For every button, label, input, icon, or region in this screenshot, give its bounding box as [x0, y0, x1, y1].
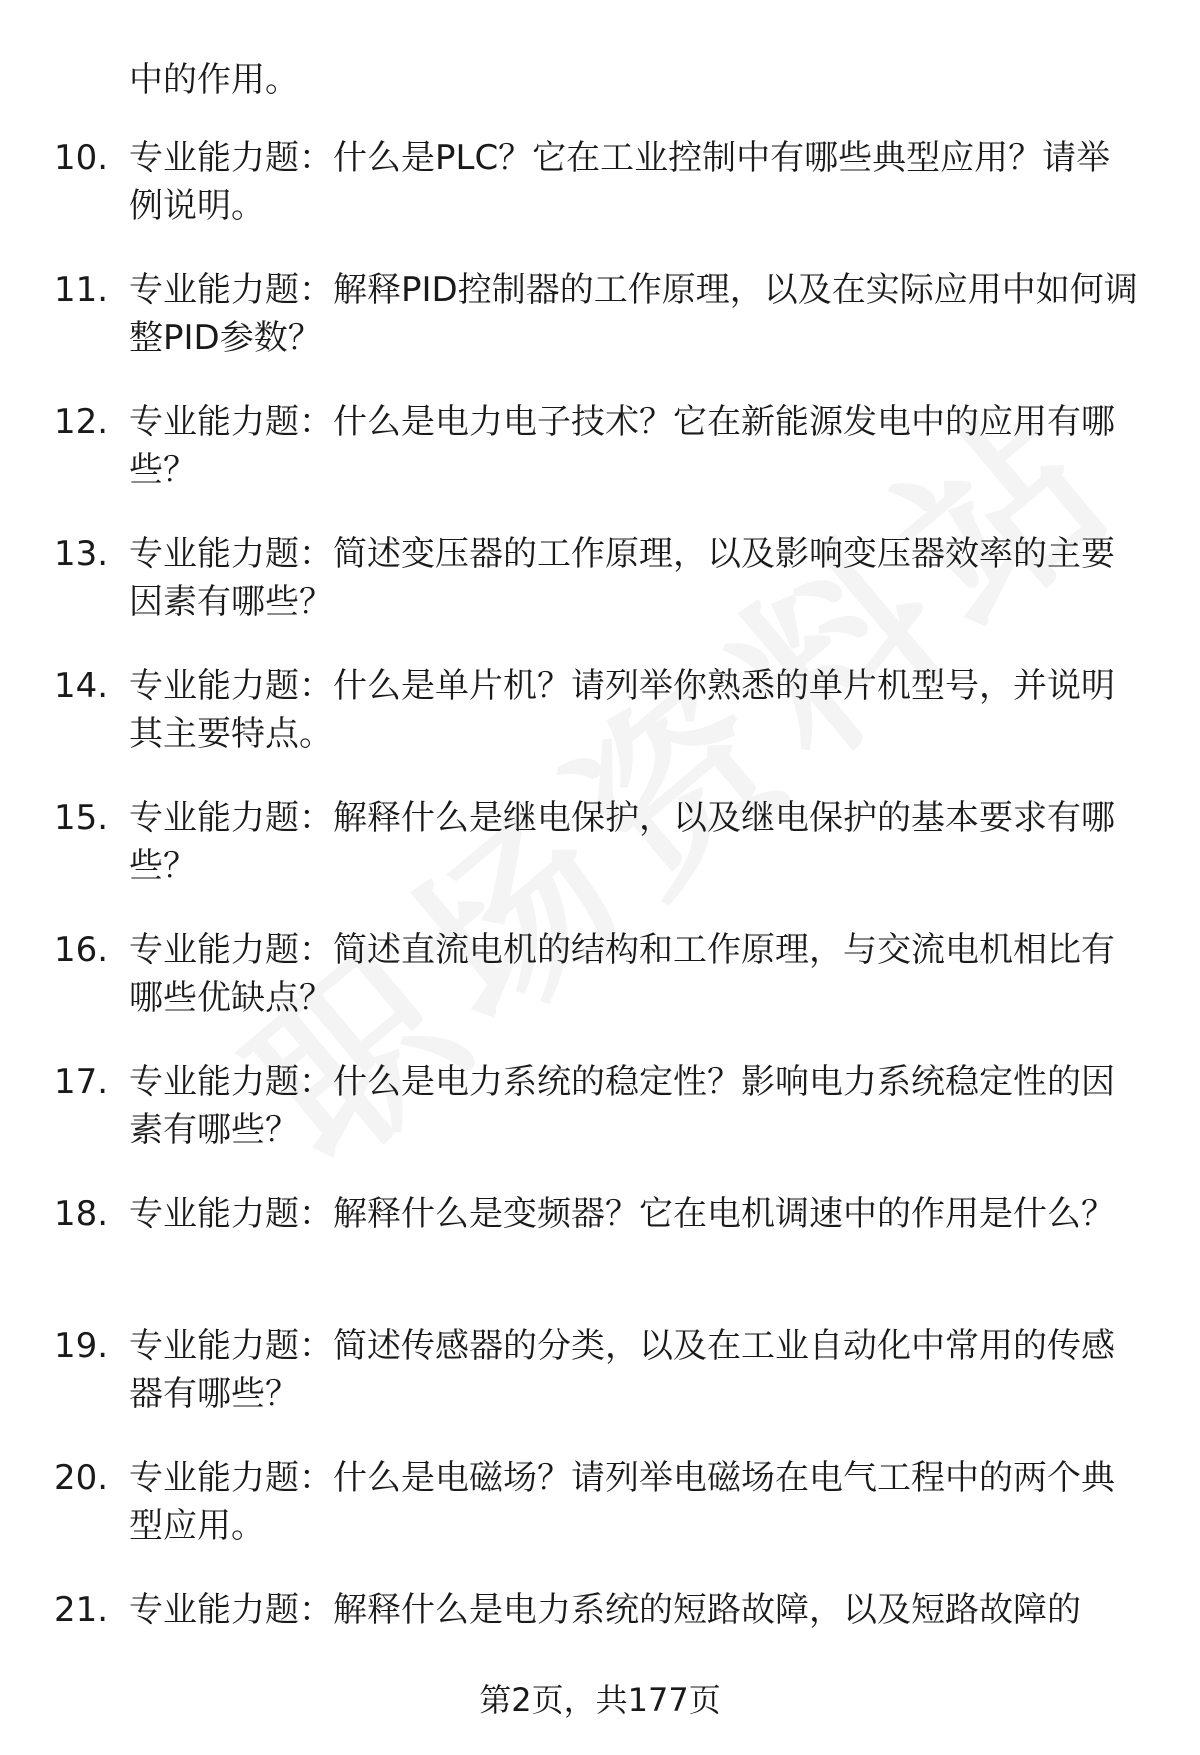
item-text: 专业能力题：什么是电磁场？请列举电磁场在电气工程中的两个典型应用。 [129, 1458, 1115, 1546]
item-text: 专业能力题：简述传感器的分类，以及在工业自动化中常用的传感器有哪些？ [129, 1326, 1115, 1414]
list-item [0, 1454, 1200, 1586]
item-text: 专业能力题：解释什么是电力系统的短路故障，以及短路故障的 [129, 1590, 1081, 1630]
carryover-text: 中的作用。 [129, 60, 299, 100]
item-text: 专业能力题：什么是PLC？它在工业控制中有哪些典型应用？请举例说明。 [129, 138, 1111, 226]
item-text: 专业能力题：解释什么是变频器？它在电机调速中的作用是什么？ [129, 1194, 1115, 1234]
item-number: 18. [54, 1194, 109, 1234]
list-item [0, 1322, 1200, 1454]
item-text: 专业能力题：什么是电力系统的稳定性？影响电力系统稳定性的因素有哪些？ [129, 1062, 1115, 1150]
list-item [0, 266, 1200, 398]
list-item [0, 134, 1200, 266]
item-text: 专业能力题：简述变压器的工作原理，以及影响变压器效率的主要因素有哪些？ [129, 534, 1115, 622]
item-text: 专业能力题：解释什么是继电保护，以及继电保护的基本要求有哪些？ [129, 798, 1115, 886]
list-item [0, 926, 1200, 1058]
page-footer: 第2页，共177页 [479, 1681, 721, 1719]
item-text: 专业能力题：解释PID控制器的工作原理，以及在实际应用中如何调整PID参数？ [129, 270, 1138, 358]
list-item [0, 530, 1200, 662]
item-number: 14. [54, 666, 109, 706]
list-item [0, 794, 1200, 926]
item-number: 19. [54, 1326, 109, 1366]
question-list [0, 134, 1200, 1718]
list-item [0, 1190, 1200, 1322]
item-text: 专业能力题：什么是单片机？请列举你熟悉的单片机型号，并说明其主要特点。 [129, 666, 1115, 754]
list-item [0, 1058, 1200, 1190]
item-number: 17. [54, 1062, 109, 1102]
item-number: 20. [54, 1458, 109, 1498]
item-number: 11. [54, 270, 109, 310]
item-number: 15. [54, 798, 109, 838]
item-number: 13. [54, 534, 109, 574]
item-text: 专业能力题：简述直流电机的结构和工作原理，与交流电机相比有哪些优缺点？ [129, 930, 1115, 1018]
list-item [0, 662, 1200, 794]
item-number: 12. [54, 402, 109, 442]
item-text: 专业能力题：什么是电力电子技术？它在新能源发电中的应用有哪些？ [129, 402, 1115, 490]
item-number: 21. [54, 1590, 109, 1630]
list-item [0, 398, 1200, 530]
item-number: 10. [54, 138, 109, 178]
item-number: 16. [54, 930, 109, 970]
